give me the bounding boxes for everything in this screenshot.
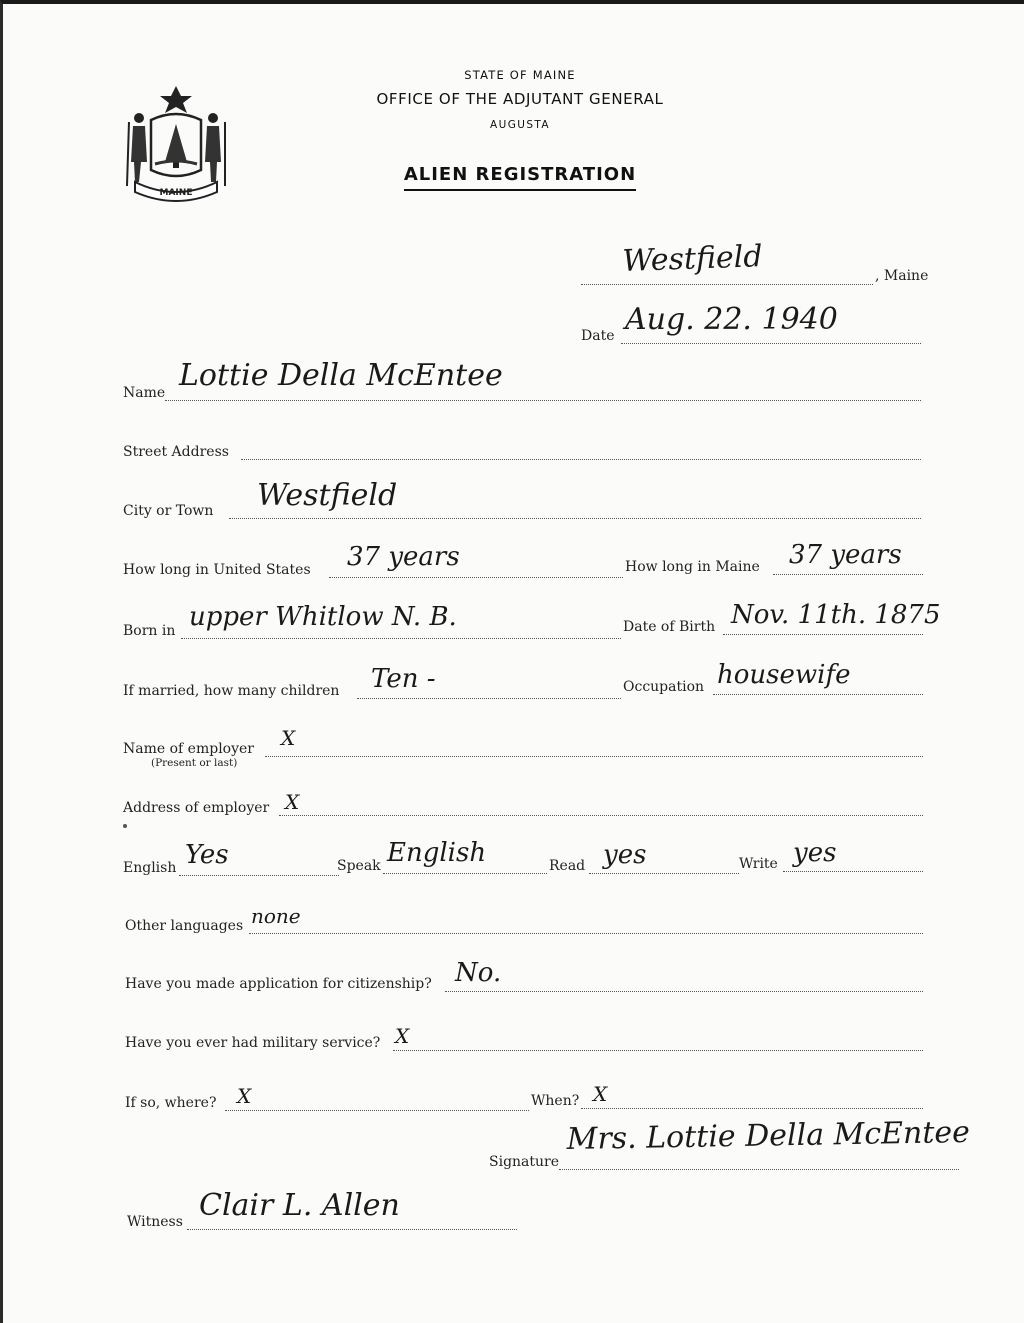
town-line <box>581 284 873 285</box>
how-long-maine-line <box>773 574 923 575</box>
occupation-line <box>713 694 923 695</box>
seal-banner-text: MAINE <box>159 188 193 198</box>
name-entry: Lottie Della McEntee <box>179 358 503 393</box>
employer-entry: X <box>281 726 296 750</box>
children-entry: Ten - <box>371 664 436 694</box>
speak-label: Speak <box>337 858 381 874</box>
signature-label: Signature <box>489 1154 560 1170</box>
date-line <box>621 343 921 344</box>
read-entry: yes <box>603 840 647 870</box>
citizenship-label: Have you made application for citizenship? <box>125 976 432 992</box>
if-so-where-label: If so, where? <box>125 1095 217 1111</box>
maine-label: , Maine <box>875 268 929 284</box>
if-so-where-line <box>225 1110 529 1111</box>
witness-label: Witness <box>127 1214 183 1230</box>
occupation-entry: housewife <box>717 660 851 690</box>
when-line <box>581 1108 923 1109</box>
read-line <box>589 873 739 874</box>
name-line <box>165 400 921 401</box>
english-line <box>179 875 339 876</box>
employer-line <box>265 756 923 757</box>
speak-entry: English <box>387 838 487 868</box>
children-label: If married, how many children <box>123 683 340 699</box>
write-label: Write <box>739 856 778 872</box>
when-label: When? <box>531 1093 580 1109</box>
born-in-label: Born in <box>123 623 176 639</box>
born-in-entry: upper Whitlow N. B. <box>189 602 457 632</box>
street-line <box>241 459 921 460</box>
date-of-birth-entry: Nov. 11th. 1875 <box>731 600 941 630</box>
write-entry: yes <box>793 838 837 868</box>
english-entry: Yes <box>185 840 229 870</box>
city-town-entry: Westfield <box>257 478 398 513</box>
name-label: Name <box>123 385 166 401</box>
town-entry: Westfield <box>621 239 764 279</box>
if-so-where-entry: X <box>237 1084 252 1108</box>
military-line <box>393 1050 923 1051</box>
military-entry: X <box>395 1024 410 1048</box>
form-title-text: ALIEN REGISTRATION <box>404 164 636 191</box>
employer-address-entry: X <box>285 790 300 814</box>
how-long-us-entry: 37 years <box>347 542 460 572</box>
citizenship-entry: No. <box>455 958 502 988</box>
how-long-maine-label: How long in Maine <box>625 559 760 575</box>
how-long-us-line <box>329 577 623 578</box>
ink-speck <box>123 824 127 828</box>
children-line <box>357 698 621 699</box>
citizenship-line <box>445 991 923 992</box>
city-town-label: City or Town <box>123 503 214 519</box>
witness-entry: Clair L. Allen <box>199 1188 400 1223</box>
how-long-maine-entry: 37 years <box>789 540 902 570</box>
employer-address-line <box>279 815 923 816</box>
city-heading: AUGUSTA <box>490 119 550 131</box>
employer-label: Name of employer <box>123 741 254 757</box>
date-of-birth-line <box>723 634 923 635</box>
witness-line <box>187 1229 517 1230</box>
employer-address-label: Address of employer <box>123 800 270 816</box>
state-heading: STATE OF MAINE <box>464 68 576 82</box>
when-entry: X <box>593 1082 608 1106</box>
city-town-line <box>229 518 921 519</box>
employer-sublabel: (Present or last) <box>151 757 238 769</box>
date-entry: Aug. 22. 1940 <box>625 302 838 337</box>
other-languages-line <box>249 933 923 934</box>
other-languages-entry: none <box>251 904 301 928</box>
speak-line <box>383 873 547 874</box>
date-label: Date <box>581 328 615 344</box>
form-title <box>8 164 1024 185</box>
office-heading: OFFICE OF THE ADJUTANT GENERAL <box>376 90 664 108</box>
born-in-line <box>181 638 621 639</box>
write-line <box>783 871 923 872</box>
other-languages-label: Other languages <box>125 918 244 934</box>
how-long-us-label: How long in United States <box>123 562 311 578</box>
signature-entry: Mrs. Lottie Della McEntee <box>566 1114 971 1157</box>
occupation-label: Occupation <box>623 679 705 695</box>
signature-line <box>559 1169 959 1170</box>
military-label: Have you ever had military service? <box>125 1035 381 1051</box>
date-of-birth-label: Date of Birth <box>623 619 716 635</box>
english-label: English <box>123 860 177 876</box>
street-label: Street Address <box>123 444 229 460</box>
read-label: Read <box>549 858 586 874</box>
